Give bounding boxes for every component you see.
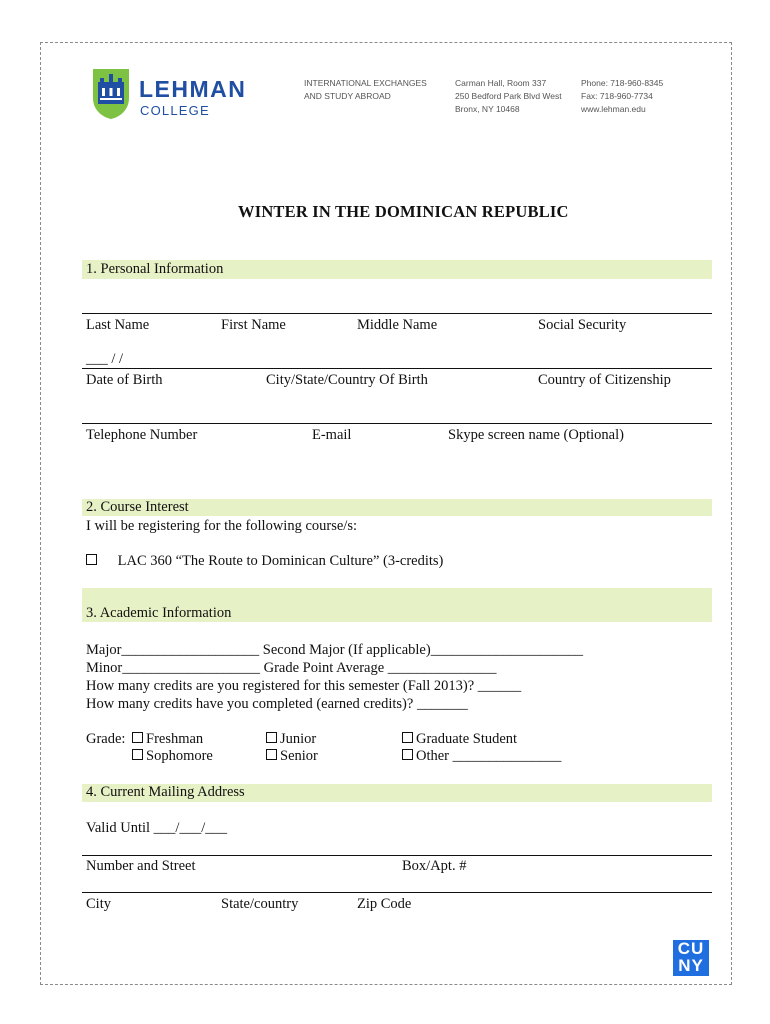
- grade-label: Grade:: [86, 731, 126, 747]
- cuny-logo-top: CU: [677, 939, 705, 958]
- course-option[interactable]: [86, 553, 443, 570]
- name-line[interactable]: [82, 313, 712, 314]
- website-text: www.lehman.edu: [581, 104, 646, 114]
- city-label: City: [86, 896, 111, 912]
- valid-until-field[interactable]: Valid Until ___/___/___: [86, 820, 227, 836]
- middle-name-label: Middle Name: [357, 317, 438, 333]
- major-field[interactable]: Major___________________ Second Major (If applicable)_____________________: [86, 642, 583, 658]
- section-heading: 3. Academic Information: [86, 605, 232, 621]
- freshman-label: Freshman: [146, 731, 204, 747]
- checkbox-icon[interactable]: [402, 732, 413, 743]
- lehman-shield-icon: [92, 68, 130, 120]
- checkbox-icon[interactable]: [266, 749, 277, 760]
- checkbox-icon[interactable]: [266, 732, 277, 743]
- grade-junior-option[interactable]: [266, 731, 316, 748]
- citizenship-label: Country of Citizenship: [538, 372, 671, 388]
- contact-line[interactable]: [82, 423, 712, 424]
- telephone-label: Telephone Number: [86, 427, 198, 443]
- checkbox-icon[interactable]: [132, 749, 143, 760]
- cuny-logo-bottom: NY: [678, 956, 704, 975]
- state-label: State/country: [221, 896, 299, 912]
- city-line[interactable]: [82, 892, 712, 893]
- senior-label: Senior: [280, 748, 318, 764]
- ssn-label: Social Security: [538, 317, 627, 333]
- minor-field[interactable]: Minor___________________ Grade Point Average _______________: [86, 660, 497, 676]
- grade-graduate-option[interactable]: [402, 731, 517, 748]
- dob-line[interactable]: [82, 368, 712, 369]
- page-title: WINTER IN THE DOMINICAN REPUBLIC: [238, 202, 569, 221]
- section-heading: 4. Current Mailing Address: [86, 784, 245, 800]
- course-intro: I will be registering for the following course/s:: [86, 518, 358, 534]
- dob-label: Date of Birth: [86, 372, 163, 388]
- section-heading: 2. Course Interest: [86, 499, 189, 515]
- street-label: Number and Street: [86, 858, 196, 874]
- birthplace-label: City/State/Country Of Birth: [266, 372, 428, 388]
- address-line: 250 Bedford Park Blvd West: [455, 91, 562, 101]
- address-block: [455, 77, 562, 116]
- graduate-label: Graduate Student: [416, 731, 518, 747]
- fax-text: Fax: 718-960-7734: [581, 91, 653, 101]
- email-label: E-mail: [312, 427, 352, 443]
- last-name-label: Last Name: [86, 317, 150, 333]
- street-line[interactable]: [82, 855, 712, 856]
- junior-label: Junior: [280, 731, 317, 747]
- department-line: INTERNATIONAL EXCHANGES: [304, 78, 427, 88]
- checkbox-icon[interactable]: [402, 749, 413, 760]
- box-label: Box/Apt. #: [402, 858, 467, 874]
- course-label: LAC 360 “The Route to Dominican Culture” (3-credits): [117, 553, 444, 569]
- grade-senior-option[interactable]: [266, 748, 318, 765]
- grade-sophomore-option[interactable]: [132, 748, 213, 765]
- other-label: Other _______________: [416, 748, 562, 764]
- dob-slashes[interactable]: ___ / /: [86, 351, 124, 367]
- department-line: AND STUDY ABROAD: [304, 91, 391, 101]
- skype-label: Skype screen name (Optional): [448, 427, 624, 443]
- logo-subtitle: COLLEGE: [140, 103, 210, 118]
- first-name-label: First Name: [221, 317, 286, 333]
- grade-other-option[interactable]: [402, 748, 561, 765]
- credits-completed-field[interactable]: How many credits have you completed (earned credits)? _______: [86, 696, 468, 712]
- sophomore-label: Sophomore: [146, 748, 213, 764]
- address-line: Bronx, NY 10468: [455, 104, 520, 114]
- zip-label: Zip Code: [357, 896, 412, 912]
- checkbox-icon[interactable]: [132, 732, 143, 743]
- address-line: Carman Hall, Room 337: [455, 78, 547, 88]
- contact-block: [581, 77, 663, 116]
- logo-name: LEHMAN: [139, 76, 247, 102]
- credits-registered-field[interactable]: How many credits are you registered for this semester (Fall 2013)? ______: [86, 678, 522, 694]
- phone-text: Phone: 718-960-8345: [581, 78, 664, 88]
- grade-freshman-option[interactable]: [132, 731, 203, 748]
- cuny-logo: [673, 940, 709, 976]
- checkbox-icon[interactable]: [86, 554, 97, 565]
- section-heading: 1. Personal Information: [86, 261, 224, 277]
- department-block: [304, 77, 427, 103]
